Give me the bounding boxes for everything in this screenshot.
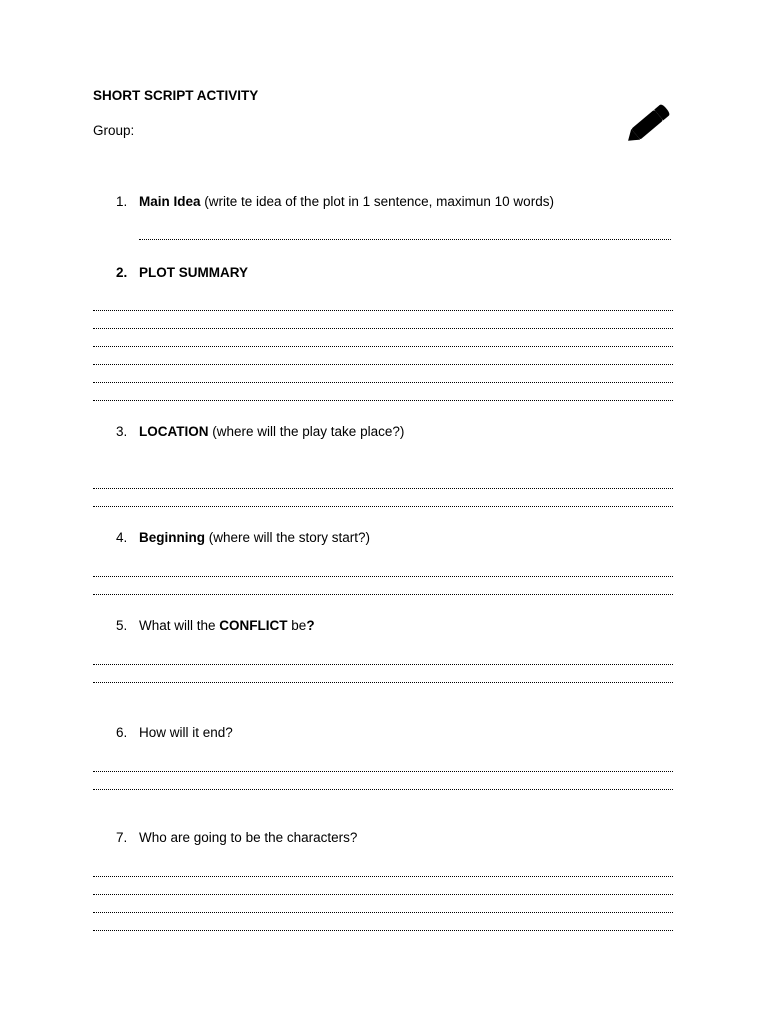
q7-answer-line[interactable]: [93, 912, 673, 913]
q5-heading: CONFLICT: [219, 618, 288, 633]
q3-instruction: (where will the play take place?): [208, 424, 405, 439]
q3-answer-line[interactable]: [93, 488, 673, 489]
q2-answer-line[interactable]: [93, 328, 673, 329]
q4-instruction: (where will the story start?): [205, 530, 371, 545]
q1-number: 1.: [116, 194, 128, 209]
q2-answer-line[interactable]: [93, 310, 673, 311]
q5-post: be: [287, 618, 307, 633]
q5-answer-line[interactable]: [93, 682, 673, 683]
q4-answer-line[interactable]: [93, 576, 673, 577]
q2-heading: PLOT SUMMARY: [139, 265, 248, 280]
q2-answer-line[interactable]: [93, 346, 673, 347]
q4-answer-line[interactable]: [93, 594, 673, 595]
q4-text: [139, 530, 370, 545]
q3-number: 3.: [116, 424, 128, 439]
pencil-icon: [622, 100, 674, 148]
q5-question-mark: ?: [306, 618, 315, 633]
q2-answer-line[interactable]: [93, 364, 673, 365]
q1-text: [139, 194, 554, 209]
q2-answer-line[interactable]: [93, 400, 673, 401]
q4-heading: Beginning: [139, 530, 205, 545]
q6-text: How will it end?: [139, 725, 233, 740]
worksheet-title: SHORT SCRIPT ACTIVITY: [93, 88, 259, 103]
group-label: Group:: [93, 123, 135, 138]
q3-heading: LOCATION: [139, 424, 209, 439]
q1-heading: Main Idea: [139, 194, 201, 209]
q7-text: Who are going to be the characters?: [139, 830, 358, 845]
q6-answer-line[interactable]: [93, 771, 673, 772]
q4-number: 4.: [116, 530, 128, 545]
q7-answer-line[interactable]: [93, 894, 673, 895]
q5-answer-line[interactable]: [93, 664, 673, 665]
q5-text: [139, 618, 315, 633]
q1-instruction: (write te idea of the plot in 1 sentence, maximun 10 words): [200, 194, 554, 209]
q7-answer-line[interactable]: [93, 930, 673, 931]
q1-answer-line[interactable]: [139, 239, 671, 240]
q7-number: 7.: [116, 830, 128, 845]
q7-answer-line[interactable]: [93, 876, 673, 877]
q5-pre: What will the: [139, 618, 220, 633]
q2-number: 2.: [116, 265, 128, 280]
q3-text: [139, 424, 404, 439]
q6-answer-line[interactable]: [93, 789, 673, 790]
q5-number: 5.: [116, 618, 128, 633]
q3-answer-line[interactable]: [93, 506, 673, 507]
q6-number: 6.: [116, 725, 128, 740]
q2-answer-line[interactable]: [93, 382, 673, 383]
